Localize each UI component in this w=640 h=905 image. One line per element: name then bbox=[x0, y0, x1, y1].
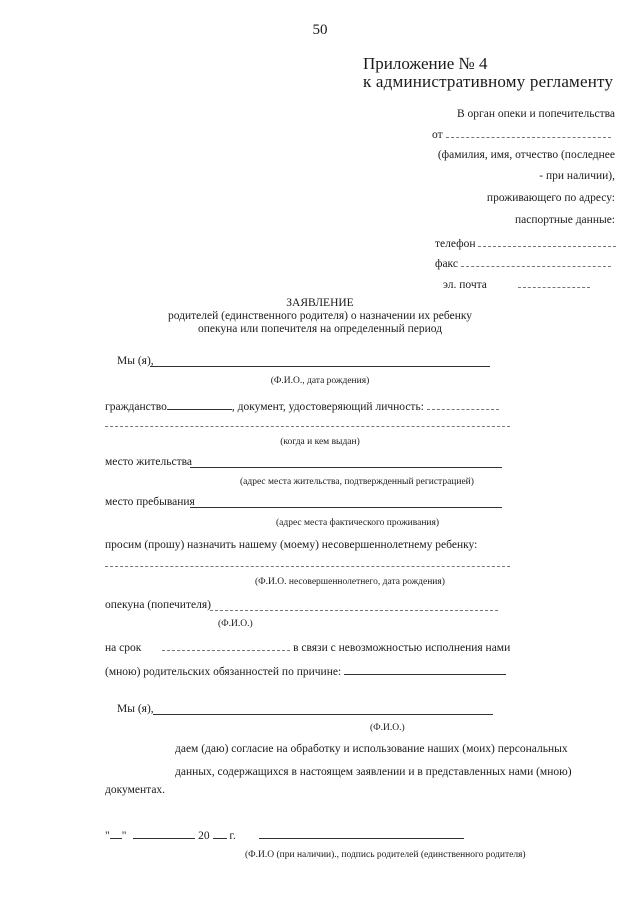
statement-subtitle-1: родителей (единственного родителя) о назначении их ребенку bbox=[167, 310, 473, 322]
appendix-title: Приложение № 4 bbox=[363, 54, 488, 73]
from-field[interactable] bbox=[446, 127, 611, 138]
year-field[interactable] bbox=[213, 828, 227, 839]
issued-caption: (когда и кем выдан) bbox=[280, 437, 360, 447]
email-field[interactable] bbox=[518, 277, 590, 288]
from-label: от bbox=[432, 129, 443, 141]
guardian-caption: (Ф.И.О.) bbox=[218, 619, 253, 629]
residing-label: проживающего по адресу: bbox=[486, 192, 615, 204]
stay-label: место пребывания bbox=[105, 496, 195, 508]
duties-label: (мною) родительских обязанностей по причине: bbox=[105, 666, 342, 678]
request-text: просим (прошу) назначить нашему (моему) несовершеннолетнему ребенку: bbox=[105, 539, 478, 551]
signature-caption: (Ф.И.О (при наличии)., подпись родителей (единственного родителя) bbox=[245, 850, 526, 860]
citizenship-row bbox=[105, 399, 499, 413]
citizenship-label: гражданство bbox=[105, 401, 167, 413]
we2-label: Мы (я), bbox=[117, 703, 154, 715]
addressee-org: В орган опеки и попечительства bbox=[457, 108, 615, 120]
consent-line-1: даем (даю) согласие на обработку и использование наших (моих) персональных bbox=[175, 743, 568, 755]
stay-field[interactable] bbox=[190, 507, 502, 508]
document-line-2[interactable] bbox=[105, 426, 510, 427]
consent-line-2: данных, содержащихся в настоящем заявлении и в представленных нами (мною) bbox=[175, 766, 572, 778]
term-field[interactable] bbox=[162, 640, 290, 651]
we-caption: (Ф.И.О., дата рождения) bbox=[270, 376, 370, 386]
email-label: эл. почта bbox=[443, 279, 487, 291]
child-field[interactable] bbox=[105, 566, 510, 567]
duties-row bbox=[105, 664, 506, 678]
day-field[interactable] bbox=[110, 828, 122, 839]
date-row bbox=[105, 828, 464, 842]
residence-label: место жительства bbox=[105, 456, 192, 468]
consent-line-3: документах. bbox=[105, 784, 166, 796]
page-number: 50 bbox=[312, 22, 328, 38]
we2-caption: (Ф.И.О.) bbox=[370, 723, 405, 733]
statement-title: ЗАЯВЛЕНИЕ bbox=[286, 297, 354, 309]
statement-subtitle-2: опекуна или попечителя на определенный период bbox=[197, 323, 443, 335]
phone-label: телефон bbox=[435, 238, 476, 250]
fax-field[interactable] bbox=[461, 256, 611, 267]
date-quote-close: " bbox=[121, 830, 127, 842]
document-field[interactable] bbox=[427, 399, 499, 410]
fio-hint-2: - при наличии), bbox=[539, 170, 615, 182]
document-label: , документ, удостоверяющий личность: bbox=[231, 401, 424, 413]
phone-row bbox=[435, 236, 616, 250]
phone-field[interactable] bbox=[478, 236, 616, 247]
fax-label: факс bbox=[435, 258, 458, 270]
residence-field[interactable] bbox=[190, 467, 502, 468]
guardian-field[interactable] bbox=[210, 610, 498, 611]
signature-field[interactable] bbox=[259, 828, 464, 839]
we-field[interactable] bbox=[150, 366, 490, 367]
year-prefix: 20 bbox=[198, 830, 210, 842]
guardian-label: опекуна (попечителя) bbox=[105, 599, 211, 611]
email-row bbox=[443, 277, 590, 291]
addressee-from bbox=[432, 127, 611, 141]
we2-field[interactable] bbox=[153, 714, 493, 715]
residence-caption: (адрес места жительства, подтвержденный регистрацией) bbox=[240, 477, 474, 487]
term-label: на срок bbox=[105, 642, 142, 654]
citizenship-field[interactable] bbox=[167, 399, 232, 410]
duties-field[interactable] bbox=[344, 664, 506, 675]
term-row bbox=[105, 640, 510, 654]
passport-label: паспортные данные: bbox=[514, 214, 615, 226]
year-suffix: г. bbox=[229, 830, 236, 842]
term-reason: в связи с невозможностью исполнения нами bbox=[293, 642, 511, 654]
date-quote-open: " bbox=[105, 830, 110, 842]
fio-hint-1: (фамилия, имя, отчество (последнее bbox=[437, 149, 615, 161]
child-caption: (Ф.И.О. несовершеннолетнего, дата рождения) bbox=[255, 577, 445, 587]
appendix-subtitle: к административному регламенту bbox=[363, 72, 614, 91]
month-field[interactable] bbox=[133, 828, 195, 839]
we-label: Мы (я), bbox=[117, 355, 154, 367]
stay-caption: (адрес места фактического проживания) bbox=[276, 518, 440, 528]
fax-row bbox=[435, 256, 611, 270]
